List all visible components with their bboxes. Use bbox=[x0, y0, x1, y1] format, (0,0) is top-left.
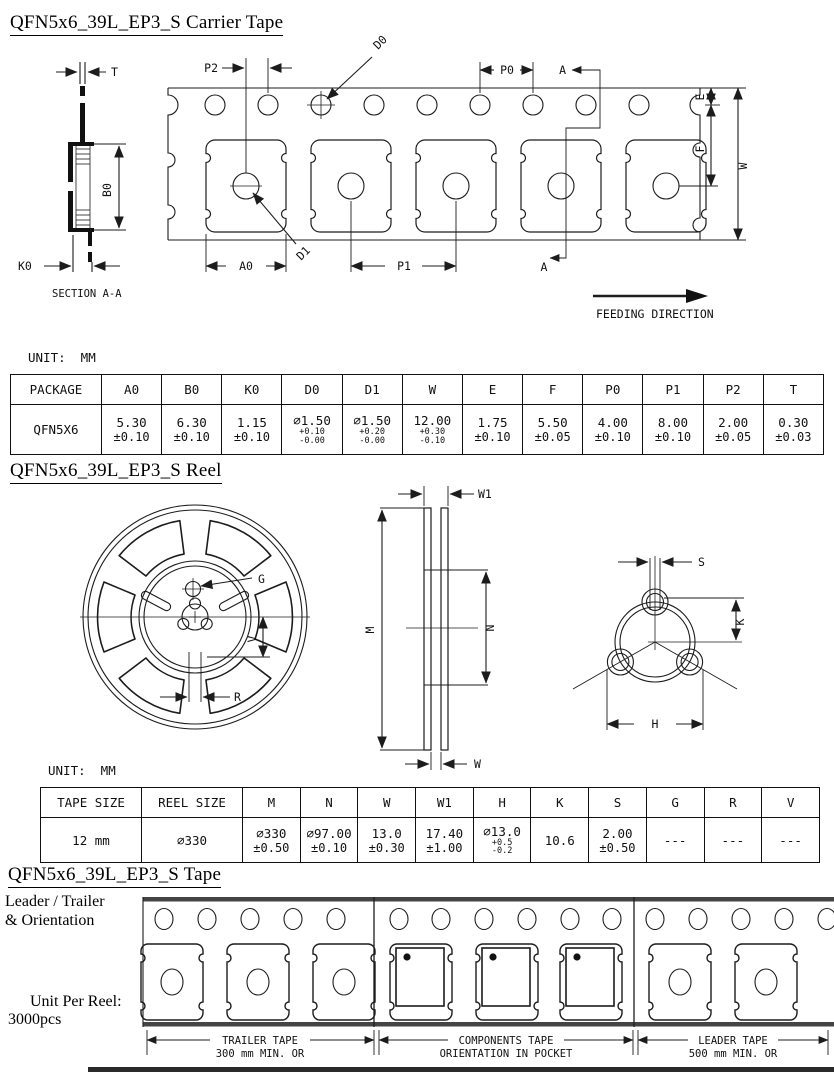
table-cell: 10.6 bbox=[531, 818, 589, 863]
dim-label-t: T bbox=[111, 65, 118, 79]
dim-label-n: N bbox=[483, 624, 497, 632]
dim-label-e: E bbox=[693, 93, 707, 101]
table-cell: 6.30 ±0.10 bbox=[162, 405, 222, 455]
feeding-direction-arrow bbox=[593, 289, 708, 303]
table-cell: 1.75 ±0.10 bbox=[462, 405, 522, 455]
unit-label-2: UNIT: MM bbox=[48, 763, 116, 778]
table-cell: 12.00 +0.30 -0.10 bbox=[402, 405, 462, 455]
table-cell: --- bbox=[762, 818, 820, 863]
dim-label-d1: D1 bbox=[293, 243, 314, 264]
table-cell: 5.30 ±0.10 bbox=[102, 405, 162, 455]
column-header: B0 bbox=[162, 375, 222, 405]
column-header: M bbox=[243, 788, 301, 818]
unit-label-1: UNIT: MM bbox=[28, 350, 96, 365]
column-header: D0 bbox=[282, 375, 342, 405]
dim-label-k: K bbox=[733, 618, 747, 626]
column-header: E bbox=[462, 375, 522, 405]
dim-label-s: S bbox=[698, 555, 705, 569]
column-header: W1 bbox=[416, 788, 474, 818]
leader-tape-length: 500 mm MIN. OR bbox=[688, 1048, 778, 1060]
table-cell: QFN5X6 bbox=[11, 405, 102, 455]
sprocket-holes bbox=[205, 91, 649, 119]
table-cell: 13.0 ±0.30 bbox=[358, 818, 416, 863]
column-header: PACKAGE bbox=[11, 375, 102, 405]
page-title: QFN5x6_39L_EP3_S Carrier Tape bbox=[10, 12, 283, 36]
reel-front-view bbox=[80, 505, 310, 729]
dim-label-a0: A0 bbox=[239, 259, 253, 273]
orientation-tape-drawing bbox=[88, 897, 834, 1072]
table-cell: 0.30 ±0.03 bbox=[763, 405, 823, 455]
hub-hole bbox=[178, 598, 212, 630]
components-tape-note: ORIENTATION IN POCKET bbox=[439, 1048, 573, 1060]
pin1-dot bbox=[489, 953, 496, 960]
dim-label-r: R bbox=[234, 690, 241, 704]
feeding-direction-label: FEEDING DIRECTION bbox=[596, 307, 714, 321]
section-line-label-top: A bbox=[559, 63, 566, 77]
dim-label-g: G bbox=[258, 572, 265, 586]
segment-dimensions bbox=[147, 1030, 828, 1060]
unit-per-reel-value: 3000pcs bbox=[8, 1011, 62, 1028]
leader-tape-label: LEADER TAPE bbox=[698, 1035, 768, 1047]
dim-label-m: M bbox=[363, 626, 377, 634]
column-header: W bbox=[358, 788, 416, 818]
column-header: P2 bbox=[703, 375, 763, 405]
dim-label-w-side: W bbox=[474, 757, 481, 771]
column-header: A0 bbox=[102, 375, 162, 405]
components-tape-label: COMPONENTS TAPE bbox=[458, 1035, 554, 1047]
dim-label-w: W bbox=[736, 162, 750, 170]
dim-label-k0: K0 bbox=[18, 259, 32, 273]
table-cell: ∅1.50 +0.20 -0.00 bbox=[342, 405, 402, 455]
column-header: G bbox=[646, 788, 704, 818]
table-cell: ∅330 ±0.50 bbox=[243, 818, 301, 863]
table-cell: 5.50 ±0.05 bbox=[523, 405, 583, 455]
dim-label-p1: P1 bbox=[397, 259, 411, 273]
tape-title: QFN5x6_39L_EP3_S Tape bbox=[8, 864, 221, 888]
reel-table bbox=[40, 787, 820, 863]
dim-label-p0: P0 bbox=[500, 63, 514, 77]
column-header: F bbox=[523, 375, 583, 405]
dim-label-w1: W1 bbox=[478, 487, 492, 501]
unit-per-reel-label: Unit Per Reel: bbox=[30, 993, 122, 1010]
dim-label-p2: P2 bbox=[204, 61, 218, 75]
dim-label-b0: B0 bbox=[100, 183, 114, 197]
carrier-tape-drawing bbox=[18, 32, 750, 321]
reel-side-view bbox=[363, 486, 497, 771]
column-header: S bbox=[589, 788, 647, 818]
column-header: T bbox=[763, 375, 823, 405]
trailer-tape-length: 300 mm MIN. OR bbox=[215, 1048, 305, 1060]
column-header: H bbox=[473, 788, 531, 818]
page-bottom-rule bbox=[88, 1067, 834, 1072]
pin1-dot bbox=[403, 953, 410, 960]
reel-hub-detail bbox=[573, 555, 747, 731]
table-cell: 12 mm bbox=[41, 818, 142, 863]
table-cell: ∅1.50 +0.10 -0.00 bbox=[282, 405, 342, 455]
carrier-tape-title bbox=[10, 12, 283, 36]
column-header: W bbox=[402, 375, 462, 405]
column-header: K0 bbox=[222, 375, 282, 405]
column-header: N bbox=[300, 788, 358, 818]
dim-label-h: H bbox=[651, 717, 659, 731]
column-header: P0 bbox=[583, 375, 643, 405]
carrier-tape-table bbox=[10, 374, 824, 455]
table-cell: 4.00 ±0.10 bbox=[583, 405, 643, 455]
table-cell: 1.15 ±0.10 bbox=[222, 405, 282, 455]
section-aa-label: SECTION A-A bbox=[52, 288, 122, 300]
pin1-dot bbox=[573, 953, 580, 960]
reel-drawing bbox=[80, 486, 747, 771]
leader-trailer-note: Leader / Trailer & Orientation bbox=[5, 893, 105, 929]
table-cell: 2.00 ±0.50 bbox=[589, 818, 647, 863]
component-pockets bbox=[390, 944, 622, 1020]
column-header: P1 bbox=[643, 375, 703, 405]
reel-title: QFN5x6_39L_EP3_S Reel bbox=[10, 460, 222, 484]
table-cell: ∅330 bbox=[142, 818, 243, 863]
trailer-tape-label: TRAILER TAPE bbox=[222, 1035, 298, 1047]
section-aa-view bbox=[18, 62, 126, 300]
dim-label-v: V bbox=[245, 635, 259, 643]
spec-table bbox=[40, 787, 820, 863]
table-cell: ∅97.00 ±0.10 bbox=[300, 818, 358, 863]
section-line-label-bottom: A bbox=[540, 260, 548, 274]
sprocket-holes-bottom bbox=[155, 909, 834, 930]
table-cell: 8.00 ±0.10 bbox=[643, 405, 703, 455]
table-cell: --- bbox=[704, 818, 762, 863]
column-header: REEL SIZE bbox=[142, 788, 243, 818]
trailer-pockets bbox=[141, 944, 375, 1020]
table-cell: 17.40 ±1.00 bbox=[416, 818, 474, 863]
dim-label-f: F bbox=[693, 145, 707, 153]
column-header: TAPE SIZE bbox=[41, 788, 142, 818]
table-cell: 2.00 ±0.05 bbox=[703, 405, 763, 455]
column-header: K bbox=[531, 788, 589, 818]
leader-pockets bbox=[649, 944, 797, 1020]
spec-table bbox=[10, 374, 824, 455]
table-cell: --- bbox=[646, 818, 704, 863]
dim-label-d0: D0 bbox=[370, 32, 390, 53]
column-header: D1 bbox=[342, 375, 402, 405]
tape-plan-view bbox=[168, 32, 750, 321]
column-header: V bbox=[762, 788, 820, 818]
column-header: R bbox=[704, 788, 762, 818]
table-cell: ∅13.0 +0.5 -0.2 bbox=[473, 818, 531, 863]
